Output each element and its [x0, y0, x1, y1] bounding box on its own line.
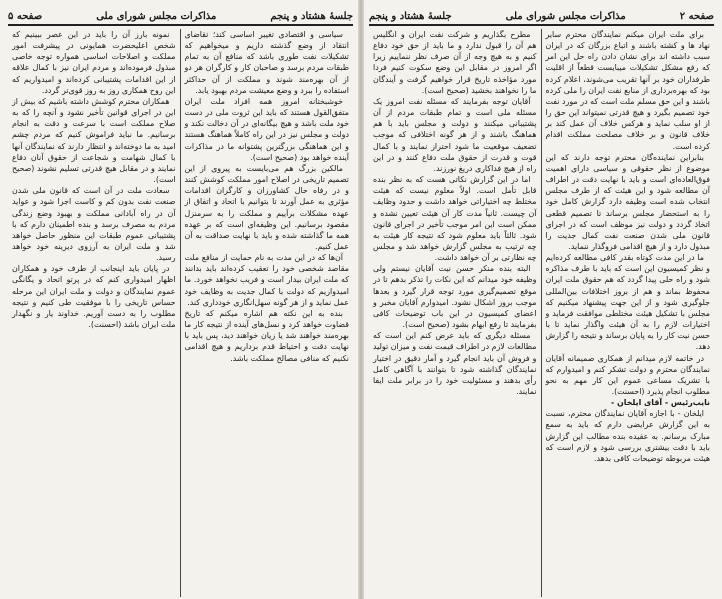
paragraph: اما در این گزارش نکاتی هست که به نظر بنده قابل تأمل است. اولاً معلوم نیست که هیئت مختلط چه اختیاراتی خواهد داشت و حدود وظایف آن چیست. ثانیاً مدت کار آن هیئت تعیین نشده و ممکن است این امر موجب تأخیر در اجرای قانون شود. ثالثاً باید معلوم شود که نتیجه کار هیئت به چه ترتیب به مجلس گزارش خواهد شد و مجلس چه نظارتی بر آن خواهد داشت.	[373, 175, 537, 263]
paragraph: آن‌ها که در این مدت به نام حمایت از منافع ملت مقاصد شخصی خود را تعقیب کرده‌اند باید بدانند که ملت ایران بیدار است و فریب نخواهد خورد. ما امیدواریم که دولت با کمال جدیت به وظایف خود عمل نماید و از هر گونه سهل‌انگاری خودداری کند.	[184, 253, 349, 307]
paragraph: نمونه بارز آن را باید در این عصر ببینیم که شخص اعلیحضرت همایونی در پیشرفت امور مملکت و اصلاحات اساسی همواره توجه خاصی مبذول فرموده‌اند و مردم ایران نیز با کمال علاقه از این اقدامات پشتیبانی کرده‌اند و امیدواریم که این روح همکاری روز به روز قوی‌تر گردد.	[12, 30, 176, 95]
left-page-number: صفحه ۵	[8, 11, 43, 22]
right-page	[361, 0, 722, 599]
right-page-number: صفحه ۲	[679, 11, 714, 22]
right-page-header	[369, 6, 714, 26]
paragraph: آقایان توجه بفرمایند که مسئله نفت امروز یک مسئله ملی است و تمام طبقات مردم از آن پشتیبانی میکنند و دولت و مجلس باید با هم هماهنگ باشند و از هر گونه اختلافی که موجب تضعیف موقعیت ما شود احتراز نمایند و با کمال قوت و قدرت از حقوق ملت دفاع کنند و در این راه از هیچ فداکاری دریغ نورزند.	[373, 96, 537, 173]
speaker-heading: نایب‌رئیس - آقای ایلخان -	[611, 398, 710, 408]
left-page-column-2	[8, 29, 181, 597]
paragraph: مطرح بگذاریم و شرکت نفت ایران و انگلیس هم آن را قبول ندارد و ما باید از حق خود دفاع کنیم و به هیچ وجه از آن صرف نظر ننماییم زیرا اگر امروز در مقابل این وضع سکوت کنیم فردا مورد مؤاخذه تاریخ قرار خواهیم گرفت و آیندگان ما را نخواهند بخشید (صحیح است).	[373, 30, 537, 95]
left-page-header	[8, 6, 353, 26]
paragraph: در خاتمه لازم میدانم از همکاری صمیمانه آقایان نمایندگان محترم و دولت تشکر کنم و امیدوارم که با تشریک مساعی عموم این کار مهم به نحو مطلوب انجام پذیرد (احسنت).	[545, 353, 710, 396]
right-page-column-1	[542, 29, 715, 597]
paragraph: بنابراین نماینده‌گان محترم توجه دارند که این موضوع از نظر حقوقی و سیاسی دارای اهمیت فوق‌العاده‌ای است و باید با نهایت دقت در اطراف آن مطالعه شود و این هیئت که از طرف مجلس انتخاب شده است وظیفه دارد گزارش کامل خود را به استحضار مجلس برساند تا تصمیم قطعی اتخاذ گردد و دولت نیز موظف است که در اجرای قانون ملی شدن صنعت نفت کمال جدیت را مبذول دارد و از هیچ اقدامی فروگذار ننماید.	[545, 152, 710, 251]
paragraph: البته بنده منکر حسن نیت آقایان نیستم ولی وظیفه خود میدانم که این نکات را تذکر بدهم تا در موقع تصمیم‌گیری مورد توجه قرار گیرد و بعدها موجب بروز اشکال نشود. امیدوارم آقایان مخبر و اعضای کمیسیون در این باب توضیحات کافی بفرمایند تا رفع ابهام بشود (صحیح است).	[373, 264, 537, 330]
paragraph: همکاران محترم کوشش داشته باشیم که بیش از این در اجرای قوانین تأخیر نشود و آنچه را که به صلاح مملکت است با سرعت و دقت به انجام برسانیم. ما نباید فراموش کنیم که مردم چشم امید به ما دوخته‌اند و انتظار دارند که نمایندگان آنها با کمال شهامت و شجاعت از حقوق آنان دفاع نمایند و در مقابل هیچ قدرتی تسلیم نشوند (صحیح است).	[12, 96, 176, 185]
paragraph: مسئله دیگری که باید عرض کنم این است که مطالعات لازم در اطراف قیمت نفت و میزان تولید و فروش آن باید انجام گیرد و آمار دقیق در اختیار نمایندگان گذاشته شود تا بتوانند با آگاهی کامل رأی بدهند و مسئولیت خود را در برابر ملت ایفا نمایند.	[373, 331, 537, 396]
paragraph: برای ملت ایران میکنم نمایندگان محترم سایر نهاد ها و کشته باشند و اتباع بزرگان که در ایران سبب داشته اند برای نشان دادن راه حل این امر که رفع مشکل تشکیلات میبایست قطعاً از اقلیت طرفداران خود بر آنها تقریب می‌شوند، اعلام کرده بود که بهره‌برداری از منابع نفت ایران را ملی کرده باشند و این حق مسلم ملت است که در مورد نفت خود تصمیم بگیرد و هیچ قدرتی نمیتواند این حق را از او سلب نماید و هرکس خلاف آن عمل کند بر خلاف قانون و بر خلاف مصلحت مملکت اقدام کرده است.	[545, 30, 710, 151]
left-page-title: مذاکرات مجلس شورای ملی	[96, 11, 217, 22]
left-page-session: جلسهٔ هشتاد و پنجم	[270, 11, 353, 22]
paragraph: ایلخان - با اجازه آقایان نمایندگان محترم، نسبت به این گزارش عرایضی دارم که باید به سمع مبارک برسانم. به عقیده بنده مطالب این گزارش باید با دقت بیشتری بررسی شود و لازم است که هیئت مربوطه توضیحات کافی بدهد.	[545, 409, 710, 463]
right-page-columns	[369, 29, 714, 597]
left-page-column-1	[181, 29, 354, 597]
paragraph: مالکین بزرگ هم می‌بایست به پیروی از این تصمیم تاریخی در اصلاح امور مملکت کوشش کنند و در رفاه حال کشاورزان و کارگران اقدامات مؤثری به عمل آورند تا بتوانیم با اتحاد و اتفاق از عهده مشکلات برآییم و مملکت را به سرمنزل مقصود برسانیم. این وظیفه‌ای است که بر عهده همه ما گذاشته شده و باید با نهایت صداقت به آن عمل کنیم.	[184, 163, 349, 251]
paragraph: بنده به این نکته هم اشاره میکنم که تاریخ قضاوت خواهد کرد و نسل‌های آینده از نتیجه کار ما بهره‌مند خواهند شد یا زیان خواهند دید، پس باید با نهایت دقت و احتیاط قدم برداریم و هیچ اقدامی نکنیم که منافی مصالح مملکت باشد.	[184, 308, 349, 363]
paragraph: در پایان باید اینجانب از طرف خود و همکاران اظهار امیدواری کنم که در پرتو اتحاد و یگانگی عموم نمایندگان و دولت و ملت ایران این مرحله حساس تاریخی را با موفقیت طی کنیم و نتیجه مطلوب را به دست آوریم. خداوند یار و نگهدار ملت ایران باشد (احسنت).	[12, 264, 176, 330]
paragraph: سیاسی و اقتصادی تغییر اساسی کند؛ تقاضای انتقاد از وضع گذشته داریم و میخواهیم که تشکیلات نفت طوری باشد که منافع آن به تمام طبقات مردم برسد و صاحبان کار و کارگران هر دو از آن بهره‌مند شوند و مملکت از آن حداکثر استفاده را ببرد و وضع معیشت مردم بهبود یابد.	[184, 30, 349, 95]
left-page-columns	[8, 29, 353, 597]
book-gutter	[358, 0, 364, 599]
right-page-column-2	[369, 29, 542, 597]
paragraph: ما در این مدت کوتاه بقدر کافی مطالعه کرده‌ایم و نظر کمیسیون این است که باید با طرف مذاکره شود و راه حلی پیدا گردد که هم حقوق ملت ایران محفوظ بماند و هم از بروز اختلافات بین‌المللی جلوگیری شود و از این جهت پیشنهاد میکنیم که مجلس با تشکیل هیئت مختلطی موافقت فرماید و اختیارات لازم را به آن هیئت واگذار نماید تا با حسن نیت کار را به پایان برساند و نتیجه را گزارش دهد.	[545, 253, 710, 352]
paragraph: سعادت ملت در آن است که قانون ملی شدن صنعت نفت بدون کم و کاست اجرا شود و عواید آن در راه آبادانی مملکت و بهبود وضع زندگی مردم به مصرف برسد و بنده اطمینان دارم که با پشتیبانی عموم طبقات این منظور حاصل خواهد شد و ملت ایران به آرزوی دیرینه خود خواهد رسید.	[12, 186, 176, 263]
right-page-title: مذاکرات مجلس شورای ملی	[505, 11, 626, 22]
right-page-session: جلسهٔ هشتاد و پنجم	[369, 11, 452, 22]
paragraph: خوشبختانه امروز همه افراد ملت ایران متفق‌القول هستند که باید این ثروت ملی در دست خود ملت باشد و هیچ بیگانه‌ای در آن دخالت نکند و دولت و مجلس نیز در این راه کاملاً هماهنگ هستند و این هماهنگی بزرگترین پشتوانه ما در مذاکرات آینده خواهد بود (صحیح است).	[184, 96, 349, 162]
